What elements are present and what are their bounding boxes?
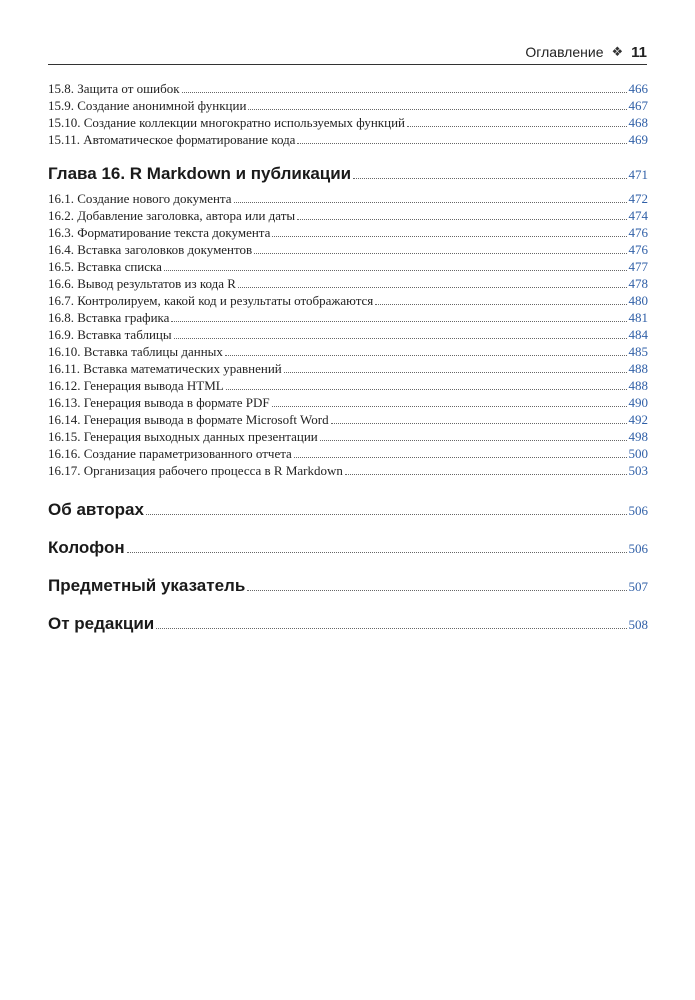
toc-entry-page[interactable]: 478 xyxy=(628,276,648,291)
toc-entry-16-5[interactable] xyxy=(48,258,648,275)
dot-leader xyxy=(320,430,627,441)
toc-entry-page[interactable]: 468 xyxy=(628,115,648,130)
toc-entry-16-13[interactable] xyxy=(48,394,648,411)
running-header xyxy=(48,40,647,65)
toc-entry-title: 16.6. Вывод результатов из кода R xyxy=(48,276,236,291)
toc-entry-16-14[interactable] xyxy=(48,411,648,428)
toc-entry-title: 16.8. Вставка графика xyxy=(48,310,170,325)
toc-entry-title: 16.2. Добавление заголовка, автора или даты xyxy=(48,208,296,223)
toc-subject-index[interactable] xyxy=(48,573,648,599)
diamond-ornament-icon: ❖ xyxy=(611,44,624,59)
toc-entry-title: 15.11. Автоматическое форматирование кода xyxy=(48,132,296,147)
toc-chapter-16[interactable] xyxy=(48,162,648,186)
backmatter-page[interactable]: 508 xyxy=(628,617,648,632)
dot-leader xyxy=(156,614,626,629)
toc-entry-title: 16.10. Вставка таблицы данных xyxy=(48,344,223,359)
toc-entry-16-8[interactable] xyxy=(48,309,648,326)
backmatter-page[interactable]: 506 xyxy=(628,541,648,556)
dot-leader xyxy=(182,82,627,93)
toc-entry-16-2[interactable] xyxy=(48,207,648,224)
dot-leader xyxy=(345,464,627,475)
backmatter-title: Колофон xyxy=(48,538,125,557)
toc-entry-15-11[interactable] xyxy=(48,131,648,148)
toc-entry-16-4[interactable] xyxy=(48,241,648,258)
toc-entry-page[interactable]: 485 xyxy=(628,344,648,359)
toc-entry-16-3[interactable] xyxy=(48,224,648,241)
chapter-title: Глава 16. R Markdown и публикации xyxy=(48,164,352,183)
toc-entry-page[interactable]: 476 xyxy=(628,242,648,257)
toc-entry-page[interactable]: 472 xyxy=(628,191,648,206)
toc-entry-page[interactable]: 467 xyxy=(628,98,648,113)
toc-entry-page[interactable]: 480 xyxy=(628,293,648,308)
dot-leader xyxy=(407,116,627,127)
toc-entry-title: 16.14. Генерация вывода в формате Microsoft Word xyxy=(48,412,329,427)
toc-entry-title: 16.7. Контролируем, какой код и результаты отображаются xyxy=(48,293,374,308)
toc-entry-title: 16.1. Создание нового документа xyxy=(48,191,232,206)
toc-entry-15-9[interactable] xyxy=(48,97,648,114)
toc-entry-title: 15.10. Создание коллекции многократно используемых функций xyxy=(48,115,405,130)
dot-leader xyxy=(297,209,626,220)
dot-leader xyxy=(353,164,626,179)
toc-entry-page[interactable]: 490 xyxy=(628,395,648,410)
dot-leader xyxy=(272,226,626,237)
dot-leader xyxy=(294,447,627,458)
toc-entry-page[interactable]: 481 xyxy=(628,310,648,325)
header-section-title: Оглавление xyxy=(525,44,604,60)
toc-entry-page[interactable]: 474 xyxy=(628,208,648,223)
toc-entry-16-15[interactable] xyxy=(48,428,648,445)
dot-leader xyxy=(297,133,626,144)
toc-entry-title: 16.9. Вставка таблицы xyxy=(48,327,172,342)
toc-entry-16-12[interactable] xyxy=(48,377,648,394)
toc-entry-16-1[interactable] xyxy=(48,190,648,207)
toc-entry-16-7[interactable] xyxy=(48,292,648,309)
toc-entry-page[interactable]: 469 xyxy=(628,132,648,147)
toc-from-editors[interactable] xyxy=(48,611,648,637)
toc-entry-16-16[interactable] xyxy=(48,445,648,462)
dot-leader xyxy=(247,576,626,591)
dot-leader xyxy=(331,413,627,424)
toc-entry-16-10[interactable] xyxy=(48,343,648,360)
toc-entry-title: 16.15. Генерация выходных данных презентации xyxy=(48,429,318,444)
backmatter-page[interactable]: 506 xyxy=(628,503,648,518)
dot-leader xyxy=(171,311,626,322)
toc-entry-page[interactable]: 476 xyxy=(628,225,648,240)
toc-entry-16-6[interactable] xyxy=(48,275,648,292)
table-of-contents xyxy=(48,80,648,637)
header-page-number: 11 xyxy=(631,43,647,61)
toc-entry-16-17[interactable] xyxy=(48,462,648,479)
toc-entry-15-8[interactable] xyxy=(48,80,648,97)
dot-leader xyxy=(272,396,627,407)
toc-colophon[interactable] xyxy=(48,535,648,561)
dot-leader xyxy=(164,260,627,271)
dot-leader xyxy=(375,294,626,305)
toc-entry-16-9[interactable] xyxy=(48,326,648,343)
toc-entry-page[interactable]: 466 xyxy=(628,81,648,96)
toc-entry-page[interactable]: 488 xyxy=(628,378,648,393)
toc-entry-page[interactable]: 477 xyxy=(628,259,648,274)
chapter-page[interactable]: 471 xyxy=(628,167,648,182)
dot-leader xyxy=(238,277,627,288)
toc-entry-page[interactable]: 500 xyxy=(628,446,648,461)
toc-entry-title: 16.16. Создание параметризованного отчета xyxy=(48,446,292,461)
toc-entry-title: 16.12. Генерация вывода HTML xyxy=(48,378,224,393)
toc-entry-page[interactable]: 498 xyxy=(628,429,648,444)
toc-entry-title: 16.3. Форматирование текста документа xyxy=(48,225,271,240)
backmatter-title: От редакции xyxy=(48,614,155,633)
dot-leader xyxy=(174,328,627,339)
toc-entry-title: 15.9. Создание анонимной функции xyxy=(48,98,247,113)
toc-entry-title: 15.8. Защита от ошибок xyxy=(48,81,180,96)
toc-about-authors[interactable] xyxy=(48,497,648,523)
toc-entry-title: 16.5. Вставка списка xyxy=(48,259,162,274)
toc-entry-16-11[interactable] xyxy=(48,360,648,377)
toc-entry-15-10[interactable] xyxy=(48,114,648,131)
dot-leader xyxy=(226,379,627,390)
toc-entry-page[interactable]: 484 xyxy=(628,327,648,342)
dot-leader xyxy=(248,99,626,110)
backmatter-page[interactable]: 507 xyxy=(628,579,648,594)
dot-leader xyxy=(225,345,627,356)
dot-leader xyxy=(254,243,626,254)
dot-leader xyxy=(234,192,627,203)
dot-leader xyxy=(146,500,627,515)
toc-entry-title: 16.11. Вставка математических уравнений xyxy=(48,361,282,376)
toc-entry-title: 16.13. Генерация вывода в формате PDF xyxy=(48,395,270,410)
toc-entry-page[interactable]: 503 xyxy=(628,463,648,478)
backmatter-title: Предметный указатель xyxy=(48,576,246,595)
dot-leader xyxy=(127,538,627,553)
toc-entry-title: 16.4. Вставка заголовков документов xyxy=(48,242,253,257)
toc-entry-page[interactable]: 492 xyxy=(628,412,648,427)
toc-entry-page[interactable]: 488 xyxy=(628,361,648,376)
toc-entry-title: 16.17. Организация рабочего процесса в R Markdown xyxy=(48,463,343,478)
backmatter-title: Об авторах xyxy=(48,500,144,519)
dot-leader xyxy=(284,362,627,373)
